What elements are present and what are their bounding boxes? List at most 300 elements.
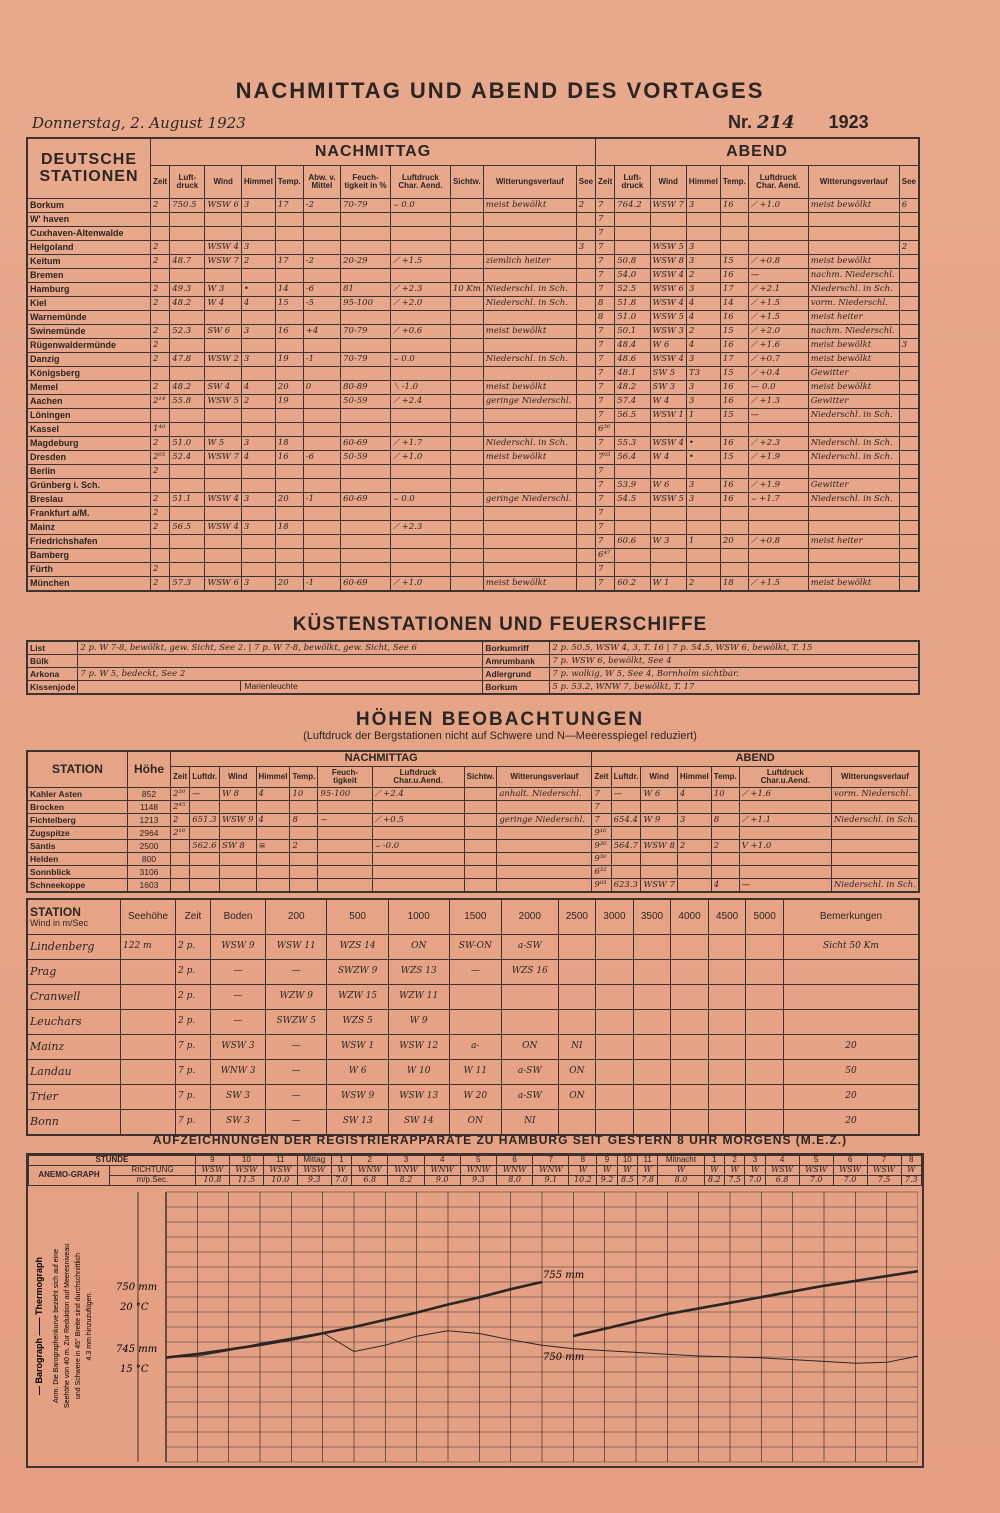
hour-cell: 9 [597, 1156, 617, 1166]
mountain-ab-cell [831, 801, 919, 814]
mountain-ab-cell: 2 [711, 840, 739, 853]
nm-cell: 2 [151, 465, 170, 479]
station-name: Mainz [27, 521, 151, 535]
ab-cell [686, 549, 720, 563]
station-row [27, 395, 919, 409]
speed-cell: 10.2 [569, 1176, 597, 1186]
upper-cell: WSW 13 [388, 1085, 449, 1110]
nm-cell: Niederschl. in Sch. [483, 437, 576, 451]
upper-cell: SWZW 9 [327, 960, 388, 985]
upper-time: 2 p. [176, 935, 211, 960]
ab-cell [748, 465, 808, 479]
nm-cell [303, 521, 340, 535]
ab-cell: meist bewölkt [808, 255, 899, 269]
ab-cell: WSW 5 [650, 493, 686, 507]
nm-cell: 3 [576, 241, 595, 255]
upper-remark: 50 [784, 1060, 920, 1085]
upper-cell [558, 985, 596, 1010]
nm-cell: 70-79 [341, 353, 391, 367]
station-name: Löningen [27, 409, 151, 423]
upper-cell: a-SW [502, 1085, 559, 1110]
upper-cell [671, 1010, 709, 1035]
nm-cell [170, 227, 205, 241]
nm-cell: 49.3 [170, 283, 205, 297]
nm-cell [390, 549, 450, 563]
ab-cell: 16 [720, 437, 748, 451]
nm-cell [576, 409, 595, 423]
hour-cell: 1 [704, 1156, 724, 1166]
mountain-height: 2500 [128, 840, 171, 853]
mountain-ab-cell: WSW 7 [641, 879, 677, 893]
upper-station: Leuchars [27, 1010, 121, 1035]
mountain-nm-cell [220, 879, 256, 893]
ab-cell: 7⁰⁵ [596, 451, 615, 465]
nm-cell: 55.8 [170, 395, 205, 409]
ab-cell: meist bewölkt [808, 381, 899, 395]
upper-height [121, 960, 176, 985]
mountain-nm-cell [497, 840, 592, 853]
ab-cell [808, 213, 899, 227]
nm-cell: ⟋ +1.0 [390, 577, 450, 592]
upper-cell: SWZW 5 [266, 1010, 327, 1035]
nm-cell [170, 507, 205, 521]
ab-cell [615, 213, 650, 227]
coast-station: Kissenjode [27, 681, 78, 695]
station-name: Kiel [27, 297, 151, 311]
mountain-nm-cell [372, 801, 464, 814]
nm-cell: 4 [241, 381, 275, 395]
ab-cell: 3 [686, 353, 720, 367]
nm-cell: 2⁰⁵ [151, 451, 170, 465]
anemo-label: ANEMO-GRAPH [29, 1166, 110, 1186]
hour-cell: 5 [460, 1156, 496, 1166]
mountain-nm-cell: WSW 9 [220, 814, 256, 827]
label-15c: 15 °C [120, 1364, 149, 1375]
mountain-nm-cell: 2⁴⁵ [171, 801, 190, 814]
ab-cell: W 6 [650, 479, 686, 493]
mountain-ab-cell: 7 [592, 801, 611, 814]
ab-cell: 7 [596, 381, 615, 395]
station-name: Bremen [27, 269, 151, 283]
upper-level-header: 1000 [388, 899, 449, 935]
upper-cell [502, 1010, 559, 1035]
ab-cell: 6⁴⁷ [596, 549, 615, 563]
upper-time: 7 p. [176, 1060, 211, 1085]
speed-cell: 7.0 [331, 1176, 351, 1186]
ab-cell [899, 311, 919, 325]
ab-cell [720, 507, 748, 521]
nm-cell [205, 465, 241, 479]
nm-cell [241, 479, 275, 493]
ab-cell [899, 395, 919, 409]
upper-remark [784, 960, 920, 985]
ab-cell: 48.1 [615, 367, 650, 381]
speed-cell: 11.5 [229, 1176, 263, 1186]
nm-cell [450, 493, 483, 507]
nm-cell: 750.5 [170, 199, 205, 213]
nm-cell [450, 199, 483, 213]
nm-cell: ⟋ +2.0 [390, 297, 450, 311]
upper-level-header: 3500 [633, 899, 671, 935]
direction-cell: W [597, 1166, 617, 1176]
upper-cell: WNW 3 [211, 1060, 266, 1085]
speed-cell: 7.0 [745, 1176, 765, 1186]
nm-col-header: Himmel [241, 166, 275, 199]
records-title: AUFZEICHNUNGEN DER REGISTRIERAPPARATE ZU HAMBURG SEIT GESTERN 8 UHR MORGENS (M.E.Z.) [152, 1133, 848, 1147]
station-row [27, 325, 919, 339]
upper-cell: ON [502, 1035, 559, 1060]
nm-cell [390, 241, 450, 255]
issue-nr: 214 [757, 112, 795, 133]
nm-cell [341, 535, 391, 549]
station-row [27, 283, 919, 297]
nm-cell [390, 507, 450, 521]
nm-cell [303, 213, 340, 227]
nm-cell: 20 [275, 577, 303, 592]
nm-cell [483, 269, 576, 283]
nm-cell [151, 269, 170, 283]
nm-cell [576, 577, 595, 592]
upper-cell: WSW 3 [211, 1035, 266, 1060]
ab-cell [748, 521, 808, 535]
nm-cell [151, 213, 170, 227]
hour-cell: 8 [569, 1156, 597, 1166]
upper-cell [596, 1035, 634, 1060]
mountain-height: 1148 [128, 801, 171, 814]
nm-cell [576, 227, 595, 241]
upper-cell [708, 960, 746, 985]
ab-cell [808, 227, 899, 241]
ab-cell: SW 3 [650, 381, 686, 395]
ab-cell: 16 [720, 395, 748, 409]
mountain-ab-cell: 654.4 [611, 814, 641, 827]
ab-cell: 7 [596, 493, 615, 507]
label-745: 745 mm [116, 1344, 158, 1355]
ab-cell [650, 521, 686, 535]
ab-cell: 3 [686, 479, 720, 493]
nm-cell [450, 521, 483, 535]
barograph-line-2 [573, 1271, 918, 1336]
nm-cell [170, 465, 205, 479]
coast-station: Borkum [483, 681, 550, 695]
direction-cell: WNW [497, 1166, 533, 1176]
ab-cell: ⟋ +1.5 [748, 577, 808, 592]
main-stations-table [26, 137, 920, 592]
ab-cell: 3 [686, 381, 720, 395]
ab-cell [615, 241, 650, 255]
nm-cell [241, 311, 275, 325]
mountain-ab-cell [641, 853, 677, 866]
ab-cell: ⟋ +1.9 [748, 479, 808, 493]
upper-cell: — [211, 985, 266, 1010]
nm-cell [450, 269, 483, 283]
ab-cell [899, 283, 919, 297]
nm-col-header: Wind [205, 166, 241, 199]
mountain-row [27, 827, 919, 840]
ab-cell: 3 [686, 241, 720, 255]
nm-cell [483, 311, 576, 325]
mountain-nm-cell [190, 801, 220, 814]
upper-wind-label: Wind in m/Sec [30, 917, 89, 928]
mountain-nm-cell: — [190, 788, 220, 801]
nm-cell [483, 241, 576, 255]
upper-seehoehe-header: Seehöhe [121, 899, 176, 935]
ab-cell [650, 227, 686, 241]
upper-level-header: 1500 [449, 899, 501, 935]
nm-cell [151, 535, 170, 549]
upper-cell [708, 1085, 746, 1110]
station-row [27, 535, 919, 549]
nm-col-header: Zeit [151, 166, 170, 199]
hour-cell: 1 [331, 1156, 351, 1166]
mountain-nm-cell: 562.6 [190, 840, 220, 853]
nm-cell: 47.8 [170, 353, 205, 367]
upper-station-label: STATION [30, 904, 81, 919]
nm-cell: 20-29 [341, 255, 391, 269]
nm-cell [576, 479, 595, 493]
mountain-nm-cell [220, 853, 256, 866]
ab-cell: 7 [596, 339, 615, 353]
upper-row [27, 1060, 919, 1085]
speed-label: m/p.Sec. [110, 1176, 196, 1186]
ab-cell: 7 [596, 563, 615, 577]
nm-cell [205, 563, 241, 577]
ab-cell [748, 507, 808, 521]
ab-cell [899, 535, 919, 549]
nm-cell: WSW 4 [205, 241, 241, 255]
nm-cell: meist bewölkt [483, 451, 576, 465]
nm-cell [170, 423, 205, 437]
ab-cell [808, 423, 899, 437]
nm-cell: 18 [275, 437, 303, 451]
mountain-ab-cell [711, 853, 739, 866]
upper-cell [671, 1060, 709, 1085]
speed-cell: 10.8 [195, 1176, 229, 1186]
mountain-nm-cell [190, 853, 220, 866]
station-row [27, 255, 919, 269]
nm-cell [275, 535, 303, 549]
upper-cell [596, 935, 634, 960]
ab-col-header: Witterungsverlauf [808, 166, 899, 199]
hour-cell: 6 [833, 1156, 867, 1166]
mountain-nm-cell [464, 814, 497, 827]
mountain-station: Brocken [27, 801, 128, 814]
nm-cell [303, 563, 340, 577]
station-row [27, 409, 919, 423]
nm-cell: -2 [303, 199, 340, 213]
coast-row [27, 641, 919, 655]
upper-cell: SW 3 [211, 1110, 266, 1136]
abend-header: ABEND [596, 138, 919, 166]
mountain-ab-cell [831, 853, 919, 866]
ab-cell [650, 213, 686, 227]
speed-cell: 6.8 [352, 1176, 388, 1186]
mountain-nm-cell [190, 827, 220, 840]
ab-cell: — [748, 269, 808, 283]
ab-cell [650, 423, 686, 437]
mountain-nm-cell [372, 853, 464, 866]
nm-cell [170, 549, 205, 563]
nm-cell [450, 409, 483, 423]
upper-cell: a-SW [502, 935, 559, 960]
upper-cell [633, 1035, 671, 1060]
nm-cell [205, 339, 241, 353]
mountain-nm-cell [464, 866, 497, 879]
ab-cell: 48.2 [615, 381, 650, 395]
mountain-nm-cell: 4 [256, 788, 290, 801]
ab-cell: ⟋ +1.9 [748, 451, 808, 465]
nm-cell [341, 423, 391, 437]
upper-cell [596, 1110, 634, 1136]
coast-station: Bülk [27, 655, 78, 668]
upper-remark [784, 1010, 920, 1035]
ab-cell [808, 549, 899, 563]
upper-cell: ON [449, 1110, 501, 1136]
ab-cell [720, 241, 748, 255]
mountain-ab-cell [739, 827, 831, 840]
nm-cell [341, 367, 391, 381]
nm-cell [151, 311, 170, 325]
nm-cell: -1 [303, 493, 340, 507]
mountain-ab-cell: WSW 8 [641, 840, 677, 853]
speed-cell: 9.0 [424, 1176, 460, 1186]
nm-cell [483, 409, 576, 423]
hour-cell: 10 [229, 1156, 263, 1166]
ab-cell [899, 353, 919, 367]
ab-cell: 15 [720, 255, 748, 269]
upper-cell: — [266, 1035, 327, 1060]
nm-cell [450, 507, 483, 521]
nm-cell [483, 535, 576, 549]
station-name: Memel [27, 381, 151, 395]
mountain-row [27, 840, 919, 853]
ab-cell [748, 549, 808, 563]
nm-cell: 2 [151, 381, 170, 395]
upper-wind-table [26, 898, 920, 1136]
mountain-ab-cell: 623.3 [611, 879, 641, 893]
mountain-station: Säntis [27, 840, 128, 853]
nm-cell [341, 479, 391, 493]
ab-cell: 2 [899, 241, 919, 255]
ab-cell: • [686, 437, 720, 451]
nm-cell: 3 [241, 437, 275, 451]
upper-height [121, 985, 176, 1010]
nm-cell [450, 423, 483, 437]
nm-cell: 1⁴⁰ [151, 423, 170, 437]
mountain-ab-cell: 4 [711, 879, 739, 893]
nm-cell [303, 367, 340, 381]
mountain-nm-cell [464, 879, 497, 893]
mountain-station: Fichtelberg [27, 814, 128, 827]
upper-cell: WSW 1 [327, 1035, 388, 1060]
ab-cell: 7 [596, 227, 615, 241]
mountain-nm-cell [497, 866, 592, 879]
upper-cell [746, 1060, 784, 1085]
mountain-nm-cell: 10 [290, 788, 318, 801]
ab-cell [686, 507, 720, 521]
ab-cell: W 4 [650, 395, 686, 409]
ab-col-header: Luftdruck Char. Aend. [748, 166, 808, 199]
ab-cell: 3 [686, 255, 720, 269]
nm-cell [483, 521, 576, 535]
direction-cell: WSW [799, 1166, 833, 1176]
ab-cell [748, 563, 808, 577]
station-row [27, 269, 919, 283]
ab-cell: 17 [720, 283, 748, 297]
ab-cell: 7 [596, 255, 615, 269]
ab-cell [808, 563, 899, 577]
nm-cell [151, 549, 170, 563]
coast-row [27, 655, 919, 668]
side-note-line: und Schwere in 45° Breite sind durchschnittlich [75, 1253, 82, 1399]
speed-cell: 7.5 [724, 1176, 744, 1186]
mountain-nm-cell [290, 879, 318, 893]
nm-cell [390, 213, 450, 227]
mountain-nm-cell [256, 827, 290, 840]
speed-cell: 9.3 [460, 1176, 496, 1186]
mountain-nm-cell [171, 853, 190, 866]
direction-cell: WSW [765, 1166, 799, 1176]
speed-cell: 9.3 [297, 1176, 331, 1186]
ab-cell: 15 [720, 409, 748, 423]
ab-cell: meist heiter [808, 311, 899, 325]
nm-col-header: Feuch-tigkeit in % [341, 166, 391, 199]
coast-obs: 7 p. WSW 6, bewölkt, See 4 [550, 655, 919, 668]
ab-cell: 56.5 [615, 409, 650, 423]
upper-time: 7 p. [176, 1035, 211, 1060]
upper-cell: — [266, 1085, 327, 1110]
direction-cell: WNW [460, 1166, 496, 1176]
upper-level-header: Boden [211, 899, 266, 935]
upper-height [121, 1035, 176, 1060]
ab-cell: WSW 4 [650, 437, 686, 451]
upper-remarks-header: Bemerkungen [784, 899, 920, 935]
nm-cell [390, 535, 450, 549]
station-name: W' haven [27, 213, 151, 227]
ab-cell: ⟋ +1.5 [748, 311, 808, 325]
mountain-height: 2964 [128, 827, 171, 840]
nm-cell: 2 [151, 199, 170, 213]
nm-cell [576, 549, 595, 563]
nm-cell [576, 367, 595, 381]
nm-cell [303, 535, 340, 549]
ab-cell [899, 479, 919, 493]
nm-cell [275, 507, 303, 521]
ab-cell: ⟋ +0.7 [748, 353, 808, 367]
upper-cell: a- [449, 1035, 501, 1060]
mountain-nm-cell: ⟋ +0.5 [372, 814, 464, 827]
nm-cell [170, 339, 205, 353]
stations-header: DEUTSCHE STATIONEN [27, 138, 151, 199]
ab-cell [899, 367, 919, 381]
ab-cell: 7 [596, 325, 615, 339]
upper-cell [596, 960, 634, 985]
direction-cell: W [704, 1166, 724, 1176]
mountain-row [27, 879, 919, 893]
nm-cell [303, 465, 340, 479]
nm-cell [170, 367, 205, 381]
ab-cell: 17 [720, 353, 748, 367]
upper-station: Cranwell [27, 985, 121, 1010]
nm-cell [450, 241, 483, 255]
ab-cell: 15 [720, 325, 748, 339]
upper-cell [596, 1060, 634, 1085]
station-row [27, 213, 919, 227]
mountain-row [27, 788, 919, 801]
nm-cell: 48.7 [170, 255, 205, 269]
mountain-ab-cell: 9⁰³ [592, 879, 611, 893]
speed-cell: 7.8 [637, 1176, 657, 1186]
